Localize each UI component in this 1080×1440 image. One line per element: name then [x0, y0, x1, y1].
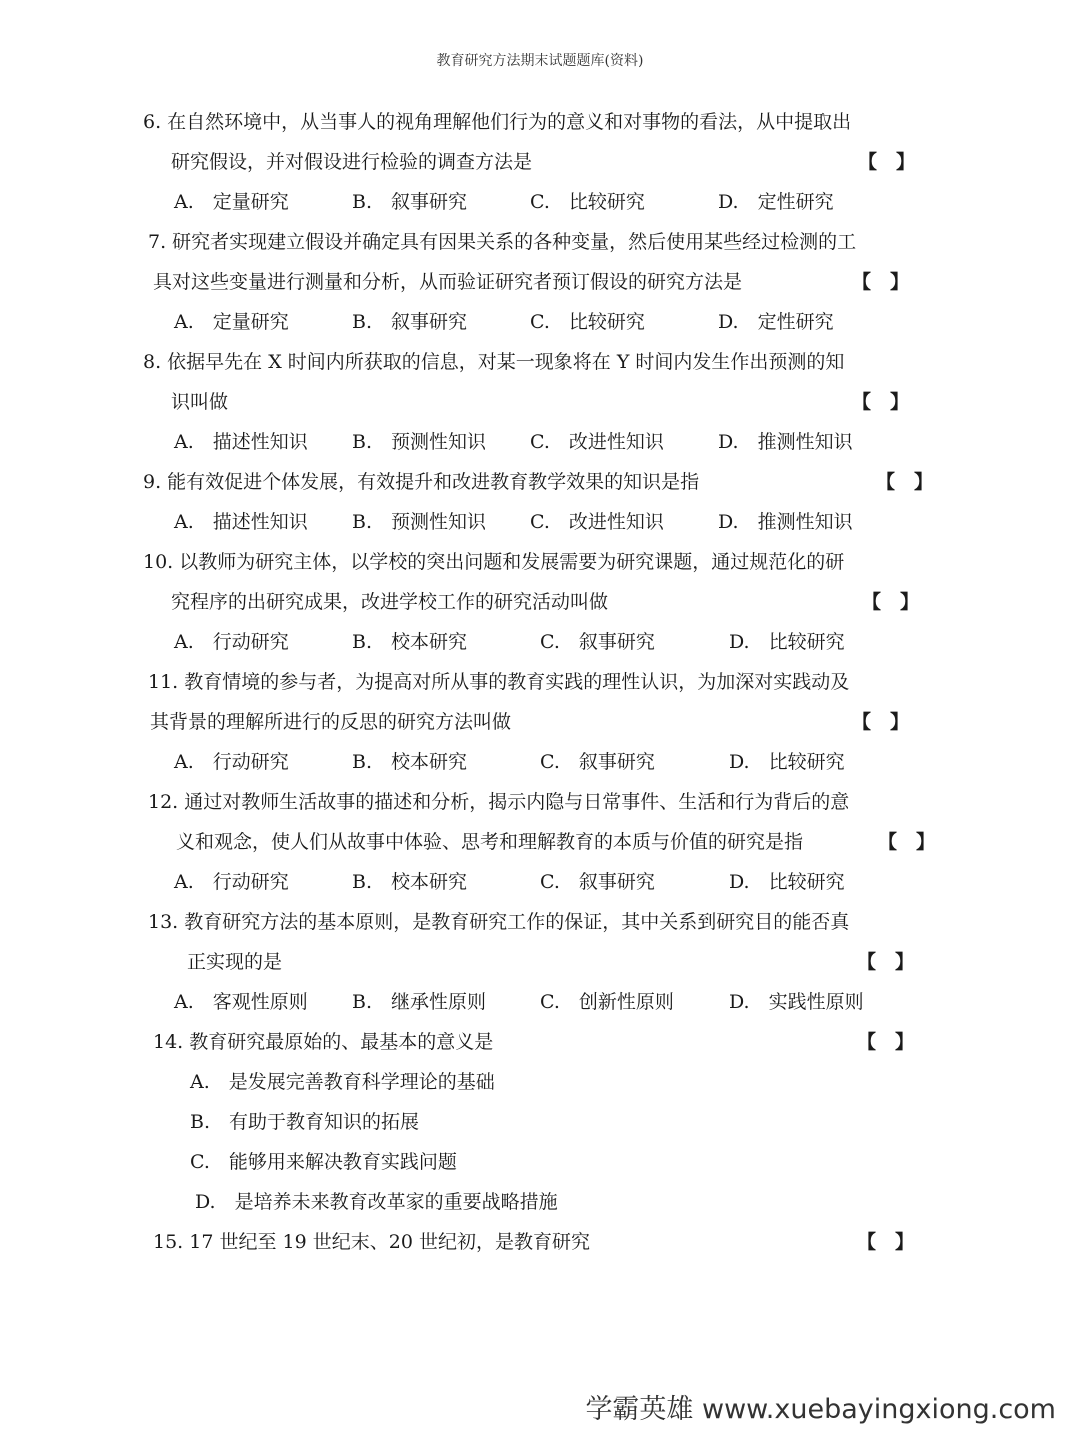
answer-bracket: 【 】 [858, 151, 916, 173]
question-9-line-1: 9. 能有效促进个体发展，有效提升和改进教育教学效果的知识是指 [143, 471, 700, 493]
question-10-line-1: 10. 以教师为研究主体，以学校的突出问题和发展需要为研究课题，通过规范化的研 [143, 551, 845, 573]
question-10-line-2: 究程序的出研究成果，改进学校工作的研究活动叫做 [171, 591, 609, 613]
option-c: C. 能够用来解决教育实践问题 [190, 1151, 457, 1173]
answer-bracket: 【 】 [852, 391, 910, 413]
question-11-line-1: 11. 教育情境的参与者，为提高对所从事的教育实践的理性认识，为加深对实践动及 [148, 671, 850, 693]
page-header: 教育研究方法期末试题题库(资料) [436, 53, 644, 69]
option-a: A. 行动研究 [174, 871, 289, 893]
question-13-line-2: 正实现的是 [187, 951, 283, 973]
question-12-line-2: 义和观念，使人们从故事中体验、思考和理解教育的本质与价值的研究是指 [176, 831, 804, 853]
option-a: A. 是发展完善教育科学理论的基础 [190, 1071, 495, 1093]
option-d: D. 推测性知识 [718, 431, 853, 453]
option-a: A. 行动研究 [174, 631, 289, 653]
option-b: B. 校本研究 [352, 631, 468, 653]
option-c: C. 比较研究 [530, 311, 645, 333]
answer-bracket: 【 】 [857, 1231, 915, 1253]
option-c: C. 创新性原则 [540, 991, 674, 1013]
question-14-line-1: 14. 教育研究最原始的、最基本的意义是 [153, 1031, 494, 1053]
question-7-line-1: 7. 研究者实现建立假设并确定具有因果关系的各种变量，然后使用某些经过检测的工 [148, 231, 857, 253]
question-6-line-2: 研究假设，并对假设进行检验的调查方法是 [171, 151, 533, 173]
option-b: B. 校本研究 [352, 751, 468, 773]
answer-bracket: 【 】 [878, 831, 936, 853]
answer-bracket: 【 】 [876, 471, 934, 493]
option-d: D. 是培养未来教育改革家的重要战略措施 [195, 1191, 558, 1213]
option-a: A. 描述性知识 [174, 511, 308, 533]
option-a: A. 行动研究 [174, 751, 289, 773]
option-d: D. 推测性知识 [718, 511, 853, 533]
option-d: D. 实践性原则 [729, 991, 864, 1013]
answer-bracket: 【 】 [852, 271, 910, 293]
option-a: A. 描述性知识 [174, 431, 308, 453]
question-13-line-1: 13. 教育研究方法的基本原则，是教育研究工作的保证，其中关系到研究目的能否真 [148, 911, 850, 933]
option-c: C. 叙事研究 [540, 631, 655, 653]
option-d: D. 比较研究 [729, 631, 845, 653]
option-c: C. 改进性知识 [530, 511, 664, 533]
answer-bracket: 【 】 [857, 1031, 915, 1053]
question-7-line-2: 具对这些变量进行测量和分析，从而验证研究者预订假设的研究方法是 [153, 271, 743, 293]
watermark-footer: 学霸英雄 www.xuebayingxiong.com [585, 1394, 1056, 1425]
question-15-line-1: 15. 17 世纪至 19 世纪末、20 世纪初，是教育研究 [153, 1231, 590, 1253]
option-d: D. 定性研究 [718, 191, 834, 213]
question-11-line-2: 其背景的理解所进行的反思的研究方法叫做 [150, 711, 512, 733]
option-a: A. 定量研究 [174, 311, 289, 333]
option-b: B. 有助于教育知识的拓展 [190, 1111, 420, 1133]
option-d: D. 比较研究 [729, 871, 845, 893]
option-c: C. 改进性知识 [530, 431, 664, 453]
question-8-line-1: 8. 依据早先在 X 时间内所获取的信息，对某一现象将在 Y 时间内发生作出预测的知 [143, 351, 845, 373]
option-b: B. 叙事研究 [352, 191, 468, 213]
option-c: C. 叙事研究 [540, 751, 655, 773]
option-b: B. 预测性知识 [352, 511, 487, 533]
option-b: B. 继承性原则 [352, 991, 487, 1013]
answer-bracket: 【 】 [857, 951, 915, 973]
option-a: A. 客观性原则 [174, 991, 308, 1013]
option-c: C. 比较研究 [530, 191, 645, 213]
option-a: A. 定量研究 [174, 191, 289, 213]
option-b: B. 预测性知识 [352, 431, 487, 453]
answer-bracket: 【 】 [862, 591, 920, 613]
option-b: B. 校本研究 [352, 871, 468, 893]
answer-bracket: 【 】 [852, 711, 910, 733]
option-c: C. 叙事研究 [540, 871, 655, 893]
question-6-line-1: 6. 在自然环境中，从当事人的视角理解他们行为的意义和对事物的看法，从中提取出 [143, 111, 852, 133]
option-b: B. 叙事研究 [352, 311, 468, 333]
question-12-line-1: 12. 通过对教师生活故事的描述和分析，揭示内隐与日常事件、生活和行为背后的意 [148, 791, 850, 813]
option-d: D. 比较研究 [729, 751, 845, 773]
option-d: D. 定性研究 [718, 311, 834, 333]
question-8-line-2: 识叫做 [171, 391, 229, 413]
